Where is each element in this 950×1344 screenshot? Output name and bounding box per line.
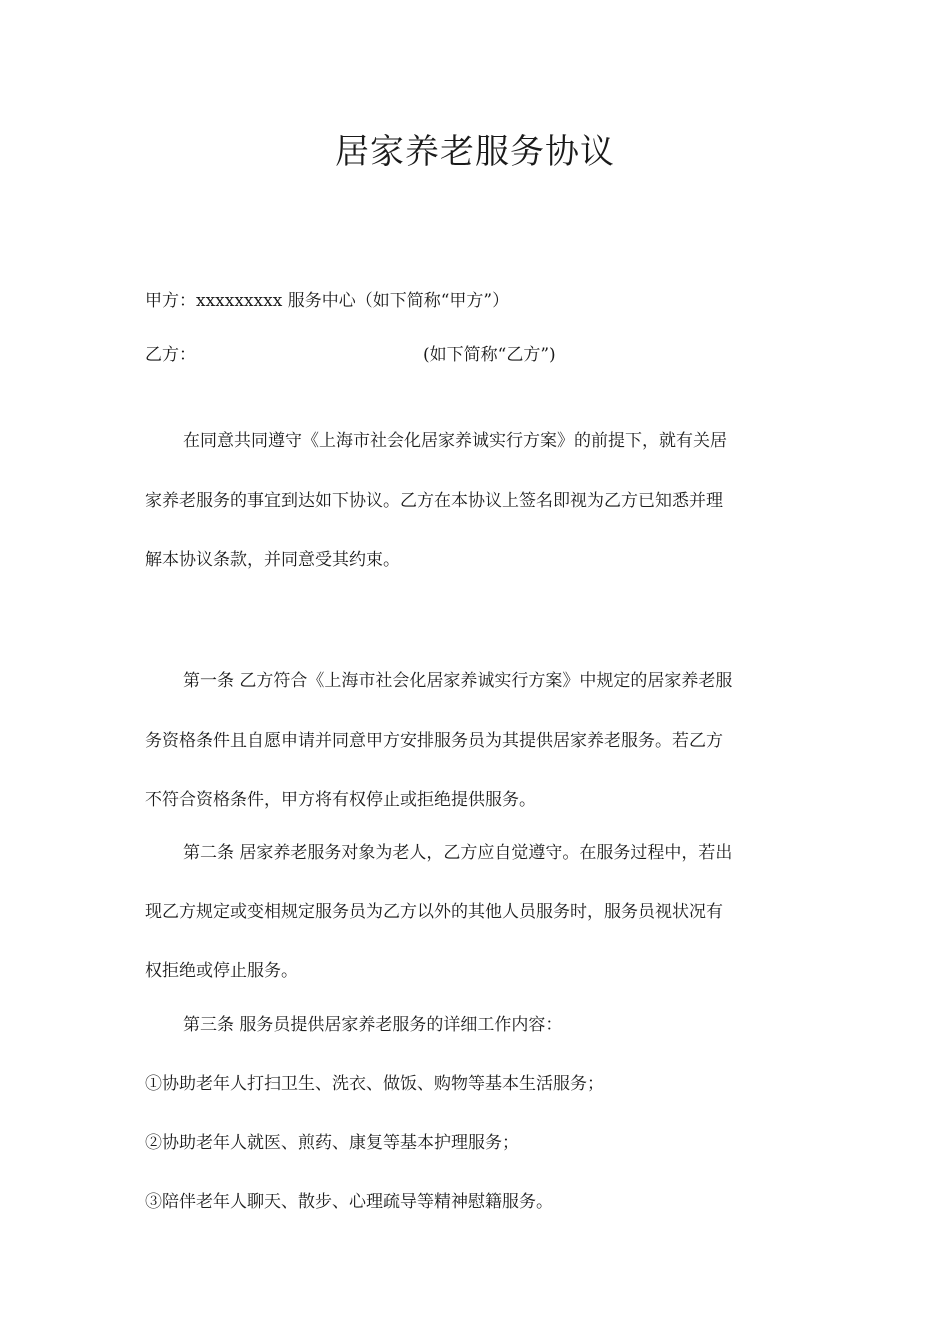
- party-b-note: (如下简称“乙方”): [423, 345, 556, 365]
- article2-line-1: 第二条 居家养老服务对象为老人，乙方应自觉遵守。在服务过程中，若出: [183, 843, 733, 863]
- article3-heading: 第三条 服务员提供居家养老服务的详细工作内容：: [183, 1015, 563, 1035]
- party-b-line: [145, 343, 845, 367]
- party-a-value: xxxxxxxxx 服务中心（如下简称“甲方”）: [196, 291, 510, 311]
- article1-line-3: 不符合资格条件，甲方将有权停止或拒绝提供服务。: [145, 790, 536, 810]
- party-b-label: 乙方：: [145, 345, 196, 365]
- article1-line-1: 第一条 乙方符合《上海市社会化居家养诚实行方案》中规定的居家养老服: [183, 671, 733, 691]
- party-a-label: 甲方：: [145, 291, 196, 311]
- article2-line-2: 现乙方规定或变相规定服务员为乙方以外的其他人员服务时，服务员视状况有: [145, 902, 723, 922]
- article3-item-1: ①协助老年人打扫卫生、洗衣、做饭、购物等基本生活服务；: [145, 1074, 604, 1094]
- party-a-line: [145, 289, 509, 313]
- intro-line-1: 在同意共同遵守《上海市社会化居家养诚实行方案》的前提下，就有关居: [183, 431, 727, 451]
- intro-line-3: 解本协议条款，并同意受其约束。: [145, 550, 400, 570]
- intro-line-2: 家养老服务的事宜到达如下协议。乙方在本协议上签名即视为乙方已知悉并理: [145, 491, 723, 511]
- article1-line-2: 务资格条件且自愿申请并同意甲方安排服务员为其提供居家养老服务。若乙方: [145, 731, 723, 751]
- document-title: 居家养老服务协议: [335, 132, 615, 172]
- article2-line-3: 权拒绝或停止服务。: [145, 961, 298, 981]
- article3-item-2: ②协助老年人就医、煎药、康复等基本护理服务；: [145, 1133, 519, 1153]
- article3-item-3: ③陪伴老年人聊天、散步、心理疏导等精神慰籍服务。: [145, 1192, 553, 1212]
